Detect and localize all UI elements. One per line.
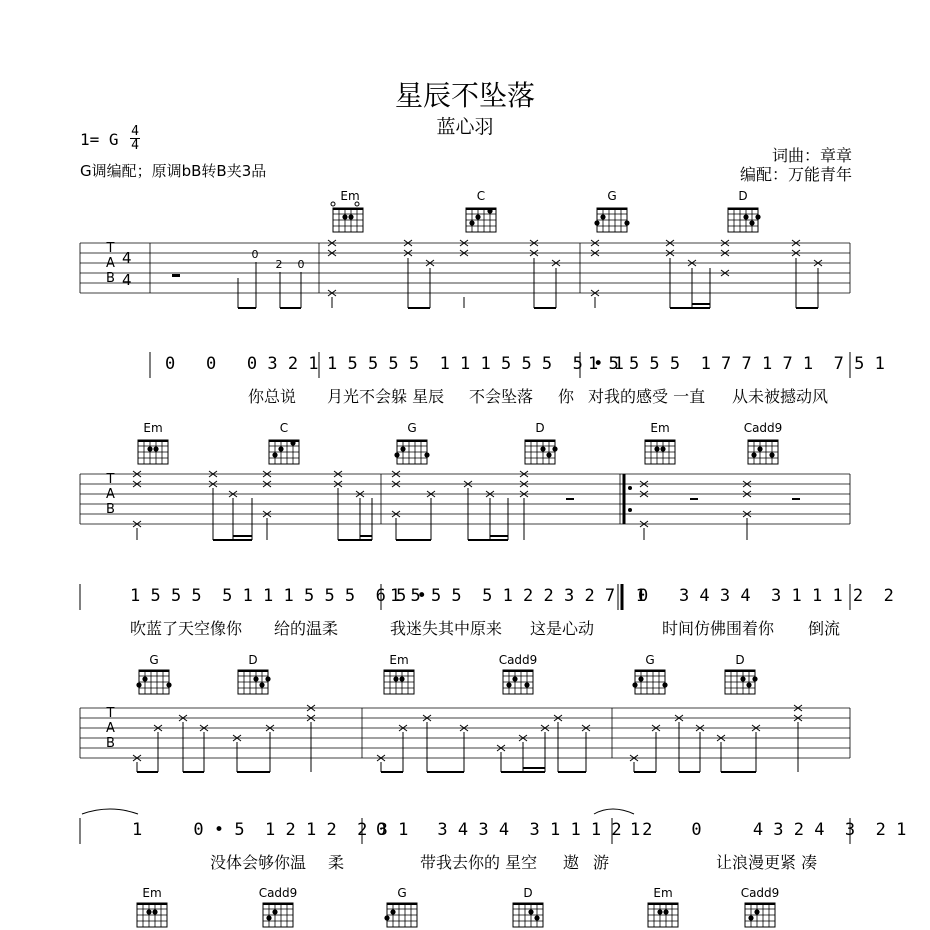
tab-clef-a: A	[106, 256, 115, 271]
chord-diagram-d	[725, 670, 758, 694]
lyric: 给的温柔	[274, 619, 339, 638]
chord-diagram-g	[632, 670, 667, 694]
chord-diagram-em	[331, 202, 363, 232]
chord-name: Em	[142, 886, 162, 900]
svg-text:0: 0	[297, 258, 305, 271]
lyric: 时间仿佛围着你	[662, 619, 775, 638]
svg-text:0: 0	[251, 248, 259, 261]
chord-name: Em	[143, 421, 163, 435]
lyric: 你总说	[248, 387, 297, 406]
lyric: 月光不会躲 星辰	[327, 387, 445, 406]
tab-timesig-bottom: 4	[122, 271, 132, 289]
chord-name: D	[738, 189, 748, 203]
chord-name: Em	[653, 886, 673, 900]
chord-diagram-em	[137, 903, 167, 927]
notation-measure: 0 3 4 3 4 3 1 1 1 2 2	[376, 820, 653, 840]
tab-staff-1	[80, 243, 850, 293]
lyric: 倒流	[808, 619, 841, 638]
artist-name: 蓝心羽	[436, 116, 494, 138]
notation-measure: 0 0 0 3 2 1	[165, 354, 319, 374]
chord-diagram-cadd9	[745, 903, 775, 927]
lyrics-music-credit: 词曲：章章	[771, 146, 852, 165]
lyric: 柔	[328, 853, 345, 872]
lyric: 游	[593, 853, 610, 872]
chord-diagram-g	[384, 903, 417, 927]
lyric: 你	[558, 387, 575, 406]
chord-name: C	[279, 421, 289, 435]
chord-diagram-g	[594, 208, 629, 232]
tab-clef-a: A	[106, 721, 115, 736]
chord-diagram-g	[136, 670, 171, 694]
tab-time-signature	[122, 247, 132, 291]
notation-measure: 1 5 5 5 5 1 7 7 1 7 1 7 5 1	[588, 354, 885, 374]
lyric: 我迷失其中原来	[390, 619, 503, 638]
notation-measure: 1 0 • 5 1 2 1 2 2 3 1	[132, 820, 409, 840]
tab-clef-b: B	[106, 502, 115, 517]
song-title: 星辰不坠落	[394, 79, 535, 112]
chord-name: D	[735, 653, 745, 667]
chord-name: G	[407, 421, 417, 435]
svg-text:2: 2	[275, 258, 283, 271]
lyric: 让浪漫更紧 凑	[716, 853, 818, 872]
notation-measure: 1 5 5 5 5 1 1 1 5 5 5 5 • 1	[327, 354, 624, 374]
chord-name: D	[248, 653, 258, 667]
tab-clef-a: A	[106, 487, 115, 502]
lyric: 遨	[563, 853, 580, 872]
tab-clef-t: T	[106, 241, 115, 256]
arrangement-note: G调编配；原调bB转B夹3品	[80, 162, 267, 180]
notation-measure: 0 3 4 3 4 3 1 1 1 2 2	[638, 586, 894, 606]
lyric: 对我的感受 一直	[588, 387, 706, 406]
chord-name: Em	[389, 653, 409, 667]
tab-clef-2	[106, 472, 115, 517]
lyric: 不会坠落	[469, 387, 534, 406]
chord-name: D	[523, 886, 533, 900]
time-signature-top: 4	[131, 124, 139, 139]
lyric: 带我去你的 星空	[420, 853, 538, 872]
tab-clef-3	[106, 706, 115, 751]
notation-measure: 1 5 5 5 5 1 2 2 3 2 7 1	[390, 586, 646, 606]
tab-clef-b: B	[106, 736, 115, 751]
lyric: 这是心动	[530, 619, 595, 638]
tab-clef-1	[106, 241, 115, 286]
chord-diagram-em	[138, 440, 168, 464]
tab-timesig-top: 4	[122, 249, 132, 267]
chord-diagram-cadd9	[503, 670, 533, 694]
tab-notes-2	[133, 471, 800, 540]
chord-name: G	[607, 189, 617, 203]
tab-clef-t: T	[106, 706, 115, 721]
chord-name: C	[476, 189, 486, 203]
chord-name: Cadd9	[740, 886, 780, 900]
notation-measure: 1 0 4 3 2 4 3 2 1	[630, 820, 907, 840]
tab-clef-t: T	[106, 472, 115, 487]
lyric: 吹蓝了天空像你	[130, 619, 243, 638]
key-signature: 1= G	[80, 130, 119, 149]
chord-diagram-cadd9	[263, 903, 293, 927]
chord-name: Cadd9	[498, 653, 538, 667]
chord-name: Cadd9	[258, 886, 298, 900]
chord-diagram-d	[513, 903, 543, 927]
chord-name: D	[535, 421, 545, 435]
chord-diagram-em	[384, 670, 414, 694]
arranger-credit: 编配：万能青年	[739, 165, 852, 184]
chord-name: Em	[650, 421, 670, 435]
chord-name: Cadd9	[743, 421, 783, 435]
tab-staff-3	[80, 708, 850, 758]
chord-diagram-g	[394, 440, 429, 464]
notation-measure: 1 5 5 5 5 1 1 1 5 5 5 6 5 •	[130, 586, 427, 606]
chord-diagram-c	[269, 440, 299, 464]
chord-diagram-d	[238, 670, 271, 694]
chord-diagram-c	[466, 208, 496, 232]
chord-diagram-cadd9	[748, 440, 778, 464]
chord-diagram-d	[525, 440, 558, 464]
chord-name: Em	[340, 189, 360, 203]
tab-notes-1	[172, 240, 822, 308]
chord-name: G	[149, 653, 159, 667]
chord-diagram-em	[648, 903, 678, 927]
chord-diagram-em	[645, 440, 675, 464]
tab-clef-b: B	[106, 271, 115, 286]
chord-diagram-d	[728, 208, 761, 232]
chord-name: G	[645, 653, 655, 667]
chord-name: G	[397, 886, 407, 900]
lyric: 没体会够你温	[210, 853, 307, 872]
lyric: 从未被撼动风	[732, 387, 829, 406]
tab-notes-3	[133, 705, 802, 772]
time-signature-bottom: 4	[131, 138, 139, 153]
